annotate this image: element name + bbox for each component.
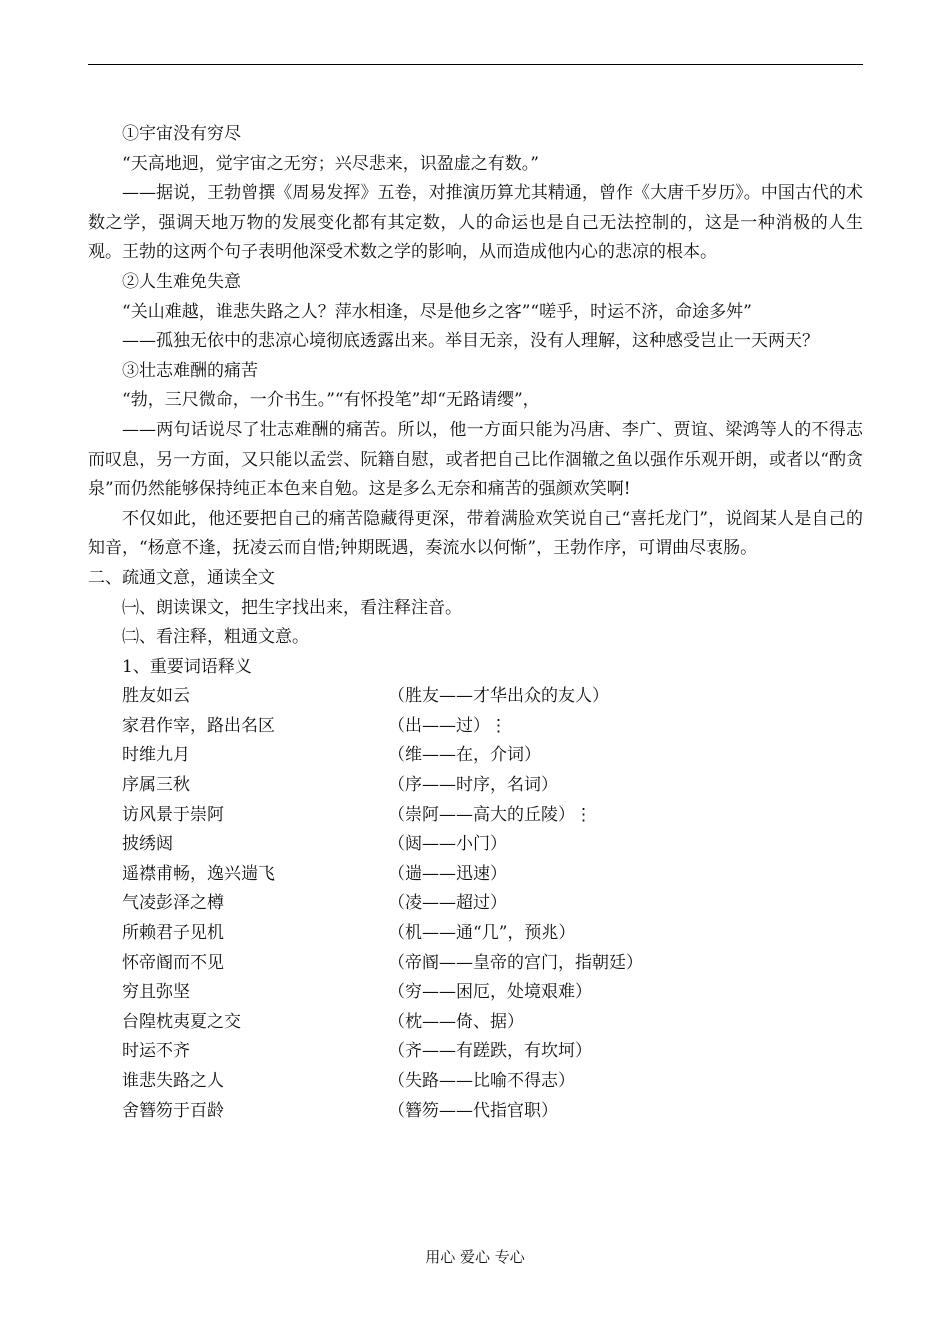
glossary-row xyxy=(88,682,863,712)
quote-3: “勃，三尺微命，一介书生。”“有怀投笔”却“无路请缨”， xyxy=(122,390,540,411)
section-heading-2: 二、疏通文意，通读全文 xyxy=(88,567,275,588)
glossary-definition: （凌——超过） xyxy=(388,893,507,914)
commentary-2: ——孤独无依中的悲凉心境彻底透露出来。举目无亲，没有人理解，这种感受岂止一天两天？ xyxy=(122,331,819,352)
glossary-term: 披绣闼 xyxy=(122,834,173,855)
glossary-definition: （失路——比喻不得志） xyxy=(388,1071,575,1091)
glossary-row xyxy=(88,860,863,890)
glossary-definition: （崇阿——高大的丘陵）⋮ xyxy=(388,804,592,825)
glossary-term: 时维九月 xyxy=(122,745,190,766)
subheading-3: ③壮志难酬的痛苦 xyxy=(122,360,258,381)
glossary-term: 遥襟甫畅，逸兴遄飞 xyxy=(122,863,275,884)
paragraph-4: 不仅如此，他还要把自己的痛苦隐藏得更深，带着满脸欢笑说自己“喜托龙门”，说阎某人是自己的知音，“杨意不逢，抚凌云而自惜;钟期既遇，奏流水以何惭”，王勃作序，可谓曲尽衷肠。 xyxy=(88,508,863,559)
glossary-row xyxy=(88,712,863,742)
glossary-term: 穷且弥坚 xyxy=(122,982,190,1003)
subheading-2: ②人生难免失意 xyxy=(122,271,241,292)
glossary-list xyxy=(88,682,863,1126)
glossary-row xyxy=(88,1067,863,1097)
commentary-3: ——两句话说尽了壮志难酬的痛苦。所以，他一方面只能为冯唐、李广、贾谊、梁鸿等人的不得志而叹息，另一方面，又只能以孟尝、阮籍自慰，或者把自己比作涸辙之鱼以强作乐观开朗，或者以“酌贪泉”而仍然能够保持纯正本色来自勉。这是多么无奈和痛苦的强颜欢笑啊! xyxy=(88,419,863,500)
glossary-definition: （机——通“几”，预兆） xyxy=(388,923,576,944)
glossary-term: 舍簪笏于百龄 xyxy=(122,1100,224,1121)
glossary-definition: （簪笏——代指官职） xyxy=(388,1100,558,1121)
glossary-term: 序属三秋 xyxy=(122,775,190,796)
glossary-row xyxy=(88,771,863,801)
glossary-definition: （枕——倚、据） xyxy=(388,1011,524,1032)
glossary-definition: （闼——小门） xyxy=(388,834,507,855)
glossary-definition: （维——在，介词） xyxy=(388,745,541,766)
glossary-definition: （穷——困厄，处境艰难） xyxy=(388,982,592,1003)
glossary-term: 时运不齐 xyxy=(122,1041,190,1062)
glossary-term: 怀帝阍而不见 xyxy=(122,952,224,973)
glossary-row xyxy=(88,1037,863,1067)
glossary-row xyxy=(88,741,863,771)
glossary-term: 家君作宰，路出名区 xyxy=(122,715,275,736)
quote-1: “天高地迥，觉宇宙之无穷；兴尽悲来，识盈虚之有数。” xyxy=(122,153,539,174)
glossary-definition: （遄——迅速） xyxy=(388,863,507,884)
glossary-term: 气凌彭泽之樽 xyxy=(122,893,224,914)
page-footer: 用心 爱心 专心 xyxy=(425,1248,525,1266)
glossary-row xyxy=(88,889,863,919)
glossary-definition: （胜友——才华出众的友人） xyxy=(388,686,609,707)
glossary-term: 胜友如云 xyxy=(122,686,190,707)
glossary-term: 所赖君子见机 xyxy=(122,923,224,944)
quote-2: “关山难越，谁悲失路之人？萍水相逢，尽是他乡之客”“嗟乎，时运不济，命途多舛” xyxy=(122,301,752,322)
glossary-row xyxy=(88,801,863,831)
glossary-row xyxy=(88,1097,863,1127)
header-rule xyxy=(88,64,863,65)
glossary-definition: （帝阍——皇帝的宫门，指朝廷） xyxy=(388,952,643,973)
step-2: ㈡、看注释，粗通文意。 xyxy=(122,627,309,648)
glossary-term: 访风景于崇阿 xyxy=(122,804,224,825)
glossary-row xyxy=(88,1008,863,1038)
step-1: ㈠、朗读课文，把生字找出来，看注释注音。 xyxy=(122,597,462,618)
glossary-row xyxy=(88,830,863,860)
glossary-row xyxy=(88,978,863,1008)
subheading-1: ①宇宙没有穷尽 xyxy=(122,124,241,144)
glossary-title: 1、重要词语释义 xyxy=(122,656,252,677)
glossary-definition: （齐——有蹉跌，有坎坷） xyxy=(388,1041,592,1062)
commentary-1: ——据说，王勃曾撰《周易发挥》五卷，对推演历算尤其精通，曾作《大唐千岁历》。中国古代的术数之学，强调天地万物的发展变化都有其定数，人的命运也是自己无法控制的，这是一种消极的人生观。王勃的这两个句子表明他深受术数之学的影响，从而造成他内心的悲凉的根本。 xyxy=(88,183,863,263)
document-body xyxy=(88,120,863,1126)
glossary-row xyxy=(88,919,863,949)
glossary-definition: （序——时序，名词） xyxy=(388,775,558,796)
glossary-term: 台隍枕夷夏之交 xyxy=(122,1011,241,1032)
glossary-definition: （出——过）⋮ xyxy=(388,715,507,736)
glossary-row xyxy=(88,949,863,979)
glossary-term: 谁悲失路之人 xyxy=(122,1071,224,1091)
